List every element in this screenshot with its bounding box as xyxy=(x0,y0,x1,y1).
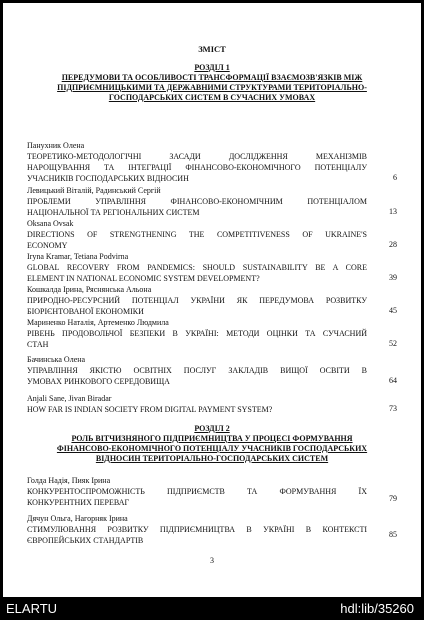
entry-authors: Oksana Ovsak xyxy=(27,219,74,228)
entry-authors: Панухник Олена xyxy=(27,141,85,150)
entry-title-line: ELEMENT IN NATIONAL ECONOMIC SYSTEM DEVELOPMENT? xyxy=(27,274,260,283)
entry-title xyxy=(27,404,367,415)
section-1-heading-line: ПЕРЕДУМОВИ ТА ОСОБЛИВОСТІ ТРАНСФОРМАЦІЇ ВЗАЄМОЗВ'ЯЗКІВ МІЖ xyxy=(61,73,363,82)
section-2-number: РОЗДІЛ 2 xyxy=(194,424,230,433)
entry-page-number: 79 xyxy=(389,494,397,503)
section-2-heading-line: ВІДНОСИН ТЕРИТОРІАЛЬНО-ГОСПОДАРСЬКИХ СИСТЕМ xyxy=(95,454,329,463)
toc-entry[interactable] xyxy=(27,475,397,508)
entry-title xyxy=(27,262,367,284)
entry-authors: Голда Надія, Пияк Ірина xyxy=(27,476,111,485)
entry-title-line: ПРИРОДНО-РЕСУРСНИЙ ПОТЕНЦІАЛ УКРАЇНИ ЯК ПЕРЕДУМОВА РОЗВИТКУ xyxy=(27,296,367,305)
section-2-heading-line: ФІНАНСОВО-ЕКОНОМІЧНОГО ПОТЕНЦІАЛУ УЧАСНИКІВ ГОСПОДАРСЬКИХ xyxy=(56,444,368,453)
section-1-number: РОЗДІЛ 1 xyxy=(194,63,230,72)
entry-page-number: 39 xyxy=(389,273,397,282)
footer-handle-label: hdl:lib/35260 xyxy=(340,601,414,616)
entry-authors: Левицький Віталій, Радинський Сергій xyxy=(27,186,161,195)
entry-page-number: 6 xyxy=(393,173,397,182)
toc-entry[interactable] xyxy=(27,284,397,317)
entry-title-line: ЄВРОПЕЙСЬКИХ СТАНДАРТІВ xyxy=(27,536,144,545)
entry-title xyxy=(27,365,367,387)
entry-title-line: УЧАСНИКІВ ГОСПОДАРСЬКИХ ВІДНОСИН xyxy=(27,174,189,183)
entry-title-line: КОНКУРЕНТНИХ ПЕРЕВАГ xyxy=(27,498,130,507)
toc-entry[interactable] xyxy=(27,140,397,184)
section-1-header xyxy=(27,63,397,103)
entry-page-number: 64 xyxy=(389,376,397,385)
entry-page-number: 45 xyxy=(389,306,397,315)
toc-entry[interactable] xyxy=(27,185,397,218)
entry-page-number: 52 xyxy=(389,339,397,348)
entry-title xyxy=(27,151,367,184)
entry-title xyxy=(27,524,367,546)
toc-entry[interactable] xyxy=(27,317,397,350)
entry-title-line: ТЕОРЕТИКО-МЕТОДОЛОГІЧНІ ЗАСАДИ ДОСЛІДЖЕННЯ МЕХАНІЗМІВ xyxy=(27,152,367,161)
entry-page-number: 73 xyxy=(389,404,397,413)
toc-entry[interactable] xyxy=(27,513,397,546)
entry-title-line: GLOBAL RECOVERY FROM PANDEMICS: SHOULD SUSTAINABILITY BE A CORE xyxy=(27,263,367,272)
entry-title-line: DIRECTIONS OF STRENGTHENING THE COMPETITIVENESS OF UKRAINE'S xyxy=(27,230,367,239)
entry-title xyxy=(27,486,367,508)
entry-title-line: HOW FAR IS INDIAN SOCIETY FROM DIGITAL PAYMENT SYSTEM? xyxy=(27,405,273,414)
page-title: ЗМІСТ xyxy=(198,44,226,54)
section-2-header xyxy=(27,424,397,464)
toc-entry[interactable] xyxy=(27,218,397,251)
entry-authors: Дячун Ольга, Нагорняк Ірина xyxy=(27,514,128,523)
entry-page-number: 85 xyxy=(389,530,397,539)
page-number: 3 xyxy=(210,556,214,565)
toc-entry[interactable] xyxy=(27,354,397,387)
entry-title xyxy=(27,196,367,218)
section-2-heading-line: РОЛЬ ВІТЧИЗНЯНОГО ПІДПРИЄМНИЦТВА У ПРОЦЕСІ ФОРМУВАННЯ xyxy=(71,434,353,443)
entry-title xyxy=(27,328,367,350)
section-1-heading-line: ГОСПОДАРСЬКИХ СИСТЕМ В СУЧАСНИХ УМОВАХ xyxy=(108,93,316,102)
entry-title xyxy=(27,295,367,317)
entry-title-line: КОНКУРЕНТОСПРОМОЖНІСТЬ ПІДПРИЄМСТВ ТА ФОРМУВАННЯ ЇХ xyxy=(27,487,367,496)
entry-authors: Бачинська Олена xyxy=(27,355,86,364)
entry-authors: Мариненко Наталія, Артеменко Людмила xyxy=(27,318,169,327)
viewer-footer xyxy=(0,597,424,620)
entry-title-line: СТИМУЛЮВАННЯ РОЗВИТКУ ПІДПРИЄМНИЦТВА В УКРАЇНІ В КОНТЕКСТІ xyxy=(27,525,367,534)
entry-title-line: ПРОБЛЕМИ УПРАВЛІННЯ ФІНАНСОВО-ЕКОНОМІЧНИМ ПОТЕНЦІАЛОМ xyxy=(27,197,367,206)
entry-authors: Кошкалда Ірина, Ряснянська Альона xyxy=(27,285,152,294)
footer-repository-label: ELARTU xyxy=(6,601,58,616)
entry-title-line: БІОРІЄНТОВАНОЇ ЕКОНОМІКИ xyxy=(27,307,144,316)
entry-authors: Anjali Sane, Jivan Biradar xyxy=(27,394,112,403)
entry-title-line: НАРОЩУВАННЯ ТА ІНТЕГРАЦІЇ ФІНАНСОВО-ЕКОНОМІЧНОГО ПОТЕНЦІАЛУ xyxy=(27,163,367,172)
entry-title-line: РІВЕНЬ ПРОДОВОЛЬЧОЇ БЕЗПЕКИ В УКРАЇНІ: МЕТОДИ ОЦІНКИ ТА СУЧАСНИЙ xyxy=(27,329,367,338)
entry-title-line: НАЦІОНАЛЬНОЇ ТА РЕГІОНАЛЬНИХ СИСТЕМ xyxy=(27,208,200,217)
entry-page-number: 13 xyxy=(389,207,397,216)
document-page xyxy=(3,3,421,597)
section-1-heading-line: ПІДПРИЄМНИЦЬКИМИ ТА ДЕРЖАВНИМИ СТРУКТУРАМИ ТЕРИТОРІАЛЬНО- xyxy=(57,83,367,92)
toc-entry[interactable] xyxy=(27,393,397,415)
entry-title-line: УМОВАХ РИНКОВОГО СЕРЕДОВИЩА xyxy=(27,377,170,386)
entry-title-line: СТАН xyxy=(27,340,49,349)
entry-title xyxy=(27,229,367,251)
entry-title-line: УПРАВЛІННЯ ЯКІСТЮ ОСВІТНІХ ПОСЛУГ ЗАКЛАДІВ ВИЩОЇ ОСВІТИ В xyxy=(27,366,367,375)
entry-authors: Iryna Kramar, Tetiana Podvirna xyxy=(27,252,129,261)
toc-entry[interactable] xyxy=(27,251,397,284)
entry-page-number: 28 xyxy=(389,240,397,249)
entry-title-line: ECONOMY xyxy=(27,241,68,250)
